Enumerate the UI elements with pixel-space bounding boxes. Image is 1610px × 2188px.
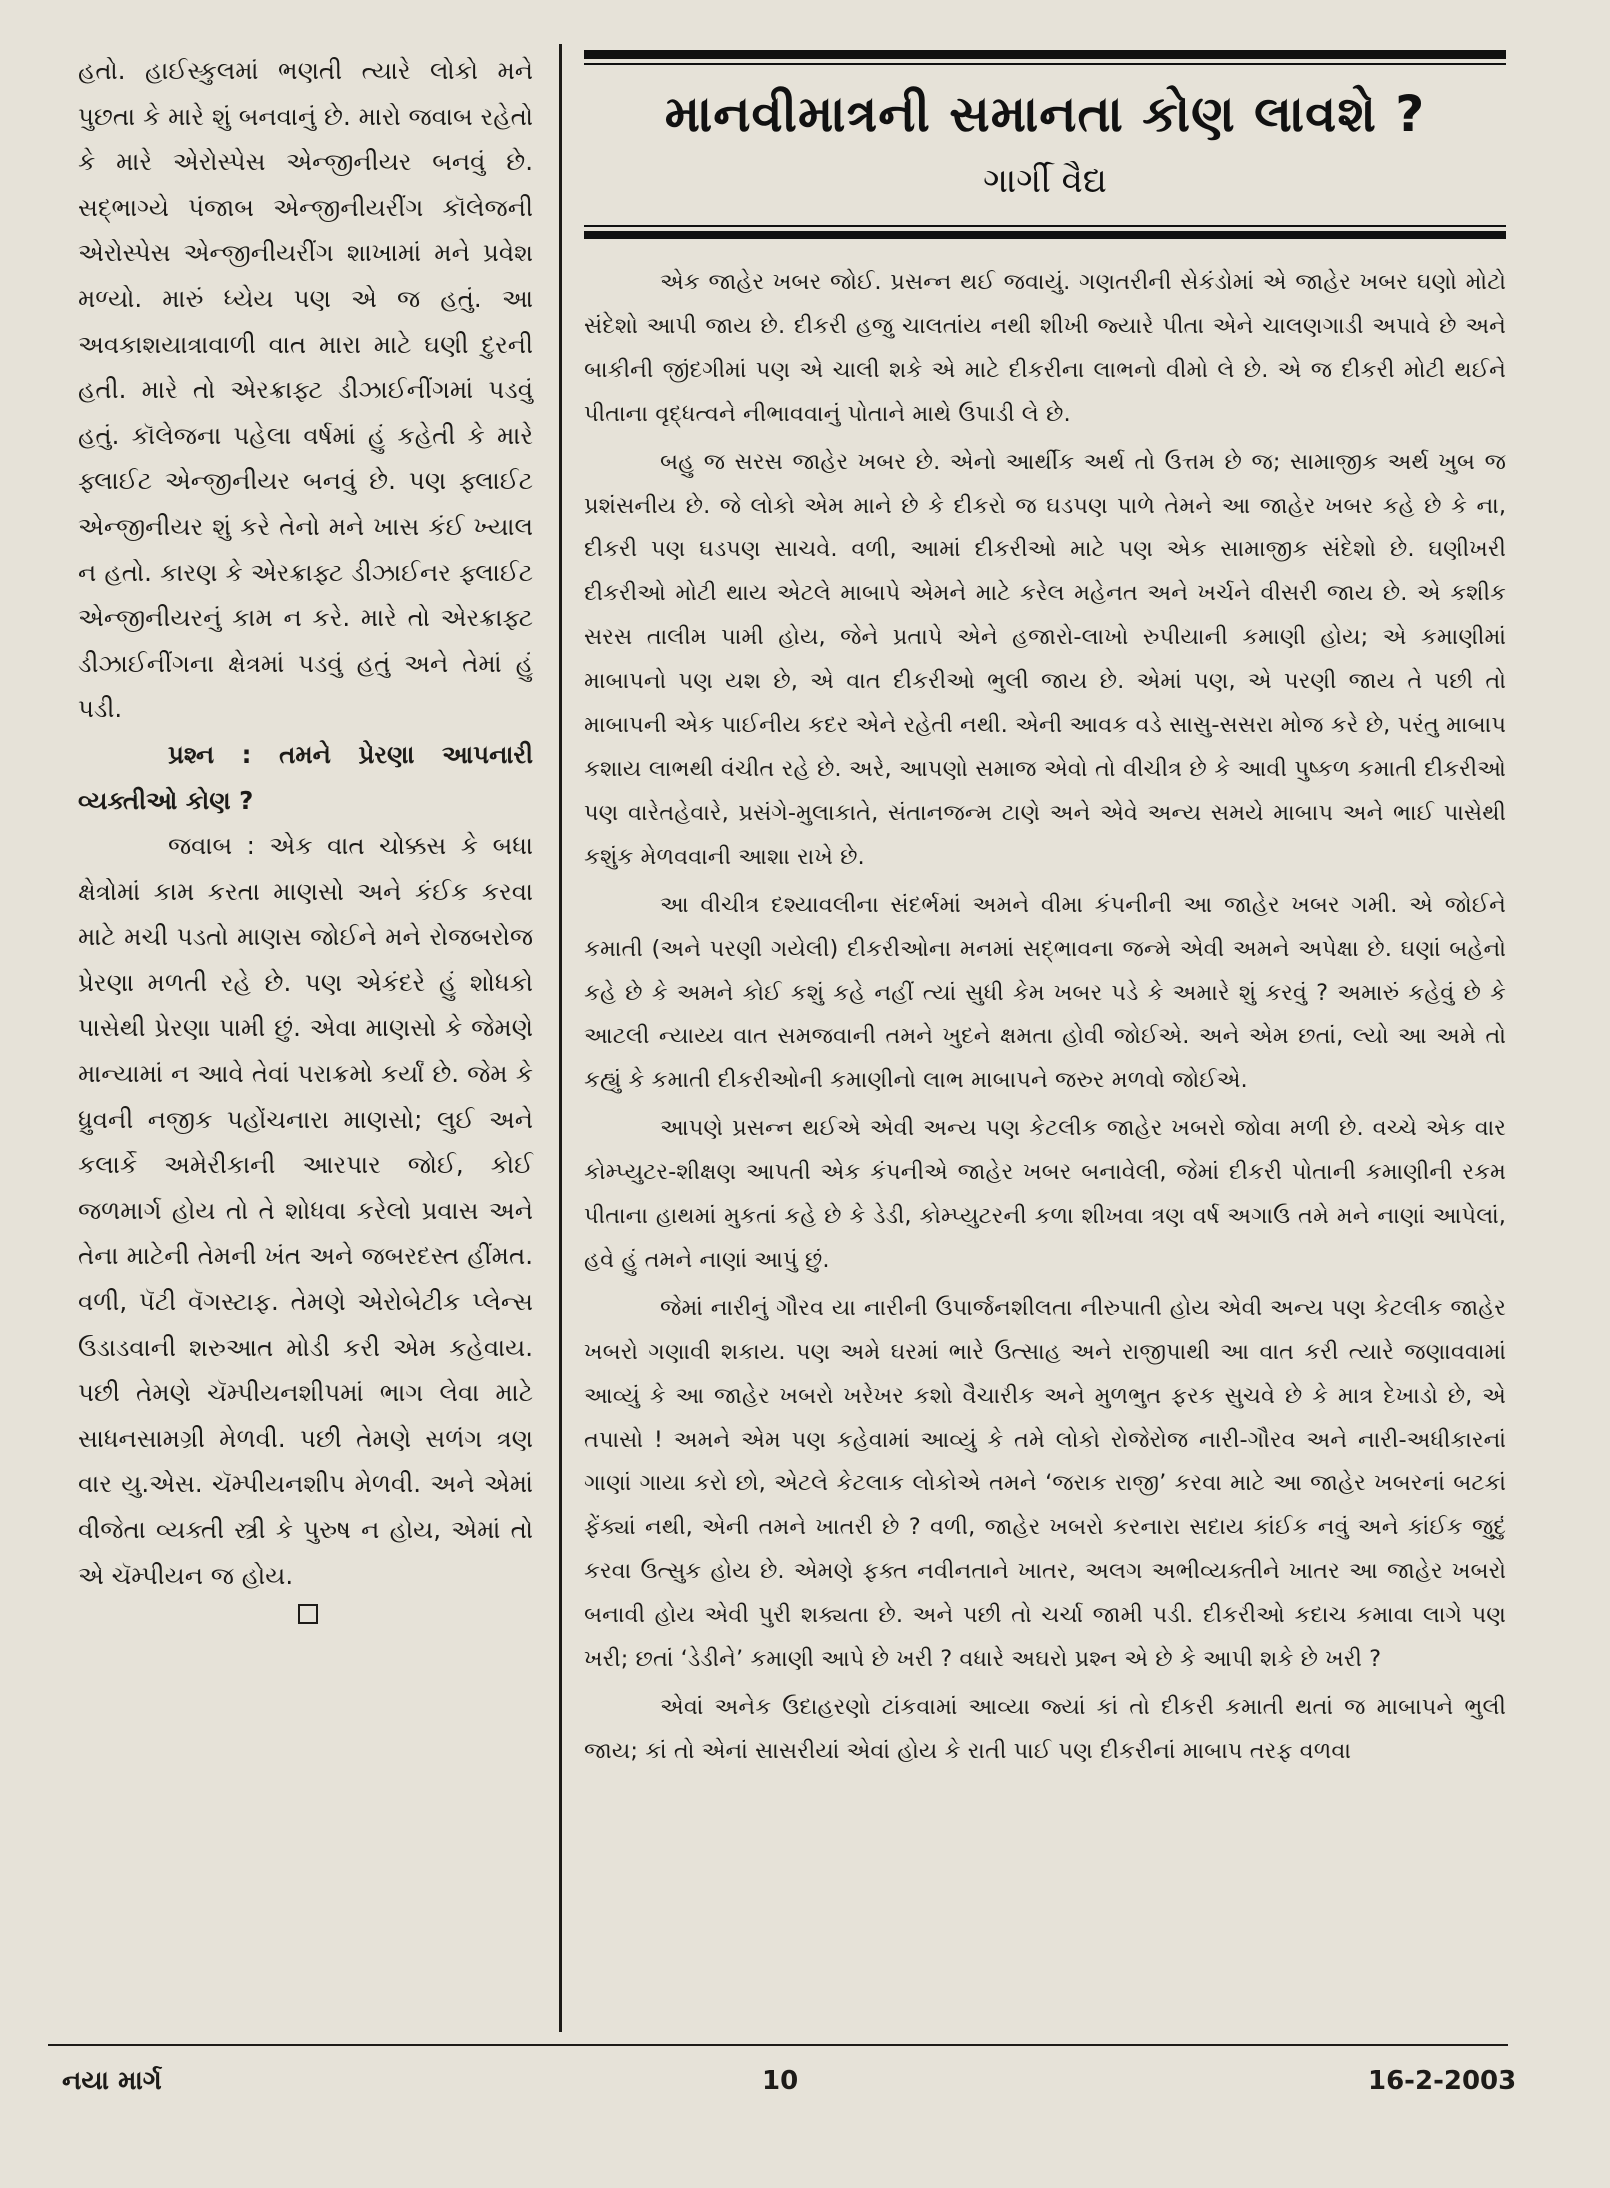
left-column xyxy=(78,48,533,1988)
article-paragraph: એક જાહેર ખબર જોઈ. પ્રસન્ન થઈ જવાયું. ગણતરીની સેકંડોમાં એ જાહેર ખબર ઘણો મોટો સંદેશો આપી જાય છે. દીકરી હજુ ચાલતાંય નથી શીખી જ્યારે પીતા એને ચાલણગાડી અપાવે છે અને બાકીની જીંદગીમાં પણ એ ચાલી શકે એ માટે દીકરીના લાભનો વીમો લે છે. એ જ દીકરી મોટી થઈને પીતાના વૃદ્ધત્વને નીભાવવાનું પોતાને માથે ઉપાડી લે છે. xyxy=(584,269,1506,427)
end-square-icon xyxy=(298,1604,318,1624)
article-title: માનવીમાત્રની સમાનતા કોણ લાવશે ? xyxy=(664,85,1426,143)
footer-rule xyxy=(48,2044,1508,2046)
article-paragraph: આ વીચીત્ર દશ્યાવલીના સંદર્ભમાં અમને વીમા કંપનીની આ જાહેર ખબર ગમી. એ જોઈને કમાતી (અને પરણી ગયેલી) દીકરીઓના મનમાં સદ્‌ભાવના જન્મે એવી અમને અપેક્ષા છે. ઘણાં બહેનો કહે છે કે અમને કોઈ કશું કહે નહીં ત્યાં સુધી કેમ ખબર પડે કે અમારે શું કરવું ? અમારું કહેવું છે કે આટલી ન્યાય્ય વાત સમજવાની તમને ખુદને ક્ષમતા હોવી જોઈએ. અને એમ છતાં, લ્યો આ અમે તો કહ્યું કે કમાતી દીકરીઓની કમાણીનો લાભ માબાપને જરુર મળવો જોઈએ. xyxy=(584,891,1506,1094)
page-number: 10 xyxy=(762,2066,799,2096)
article-paragraph: બહુ જ સરસ જાહેર ખબર છે. એનો આર્થીક અર્થ તો ઉત્તમ છે જ; સામાજીક અર્થ ખુબ જ પ્રશંસનીય છે. જે લોકો એમ માને છે કે દીકરો જ ઘડપણ પાળે તેમને આ જાહેર ખબર કહે છે કે ના, દીકરી પણ ઘડપણ સાચવે. વળી, આમાં દીકરીઓ માટે પણ એક સામાજીક સંદેશો છે. ઘણીખરી દીકરીઓ મોટી થાય એટલે માબાપે એમને માટે કરેલ મહેનત અને ખર્ચને વીસરી જાય છે. એ કશીક સરસ તાલીમ પામી હોય, જેને પ્રતાપે એને હજારો-લાખો રુપીયાની કમાણી હોય; એ કમાણીમાં માબાપનો પણ યશ છે, એ વાત દીકરીઓ ભુલી જાય છે. એમાં પણ, એ પરણી જાય તે પછી તો માબાપની એક પાઈનીય કદર એને રહેતી નથી. એની આવક વડે સાસુ-સસરા મોજ કરે છે, પરંતુ માબાપ કશાય લાભથી વંચીત રહે છે. અરે, આપણો સમાજ એવો તો વીચીત્ર છે કે આવી પુષ્કળ કમાતી દીકરીઓ પણ વારેતહેવારે, પ્રસંગે-મુલાકાતે, સંતાનજન્મ ટાણે અને એવે અન્ય સમયે માબાપ અને ભાઈ પાસેથી કશુંક મેળવવાની આશા રાખે છે. xyxy=(584,448,1506,870)
interview-question: પ્રશ્ન : તમને પ્રેરણા આપનારી વ્યક્તીઓ કોણ ? xyxy=(78,739,533,815)
issue-date: 16-2-2003 xyxy=(1368,2066,1517,2096)
interview-answer: જવાબ : એક વાત ચોક્કસ કે બધા ક્ષેત્રોમાં કામ કરતા માણસો અને કંઈક કરવા માટે મચી પડતો માણસ જોઈને મને રોજબરોજ પ્રેરણા મળતી રહે છે. પણ એકંદરે હું શોધકો પાસેથી પ્રેરણા પામી છું. એવા માણસો કે જેમણે માન્યામાં ન આવે તેવાં પરાક્રમો કર્યાં છે. જેમ કે ધ્રુવની નજીક પહોંચનારા માણસો; લુઈ અને કલાર્કે અમેરીકાની આરપાર જોઈ, કોઈ જળમાર્ગ હોય તો તે શોધવા કરેલો પ્રવાસ અને તેના માટેની તેમની ખંત અને જબરદસ્ત હીંમત. વળી, પૅટી વૅગસ્ટાફ. તેમણે એરોબેટીક પ્લેન્સ ઉડાડવાની શરુઆત મોડી કરી એમ કહેવાય. પછી તેમણે ચૅમ્પીયનશીપમાં ભાગ લેવા માટે સાધનસામગ્રી મેળવી. પછી તેમણે સળંગ ત્રણ વાર યુ.એસ. ચૅમ્પીયનશીપ મેળવી. અને એમાં વીજેતા વ્યક્તી સ્ત્રી કે પુરુષ ન હોય, એમાં તો એ ચૅમ્પીયન જ હોય. xyxy=(78,831,533,1590)
column-divider xyxy=(559,44,562,2032)
title-rule-top-thin xyxy=(584,63,1506,65)
article-author: ગાર્ગી વૈદ્ય xyxy=(983,161,1107,201)
article-body xyxy=(584,261,1506,1774)
article xyxy=(584,50,1506,2030)
article-paragraph: એવાં અનેક ઉદાહરણો ટાંકવામાં આવ્યા જ્યાં કાં તો દીકરી કમાતી થતાં જ માબાપને ભુલી જાય; કાં તો એનાં સાસરીયાં એવાં હોય કે રાતી પાઈ પણ દીકરીનાં માબાપ તરફ વળવા xyxy=(584,1694,1506,1764)
title-rule-bottom-thin xyxy=(584,225,1506,227)
publication-name: નયા માર્ગ xyxy=(62,2066,162,2096)
article-paragraph: જેમાં નારીનું ગૌરવ યા નારીની ઉપાર્જનશીલતા નીરુપાતી હોય એવી અન્ય પણ કેટલીક જાહેર ખબરો ગણાવી શકાય. પણ અમે ઘરમાં ભારે ઉત્સાહ અને રાજીપાથી આ વાત કરી ત્યારે જણાવવામાં આવ્યું કે આ જાહેર ખબરો ખરેખર કશો વૈચારીક અને મુળભુત ફરક સુચવે છે કે માત્ર દેખાડો છે, એ તપાસો ! અમને એમ પણ કહેવામાં આવ્યું કે તમે લોકો રોજેરોજ નારી-ગૌરવ અને નારી-અધીકારનાં ગાણાં ગાયા કરો છો, એટલે કેટલાક લોકોએ તમને ‘જરાક રાજી’ કરવા માટે આ જાહેર ખબરનાં બટકાં ફેંક્યાં નથી, એની તમને ખાતરી છે ? વળી, જાહેર ખબરો કરનારા સદાય કાંઈક નવું અને કાંઈક જુદું કરવા ઉત્સુક હોય છે. એમણે ફક્ત નવીનતાને ખાતર, અલગ અભીવ્યક્તીને ખાતર આ જાહેર ખબરો બનાવી હોય એવી પુરી શક્યતા છે. અને પછી તો ચર્ચા જામી પડી. દીકરીઓ કદાચ કમાવા લાગે પણ ખરી; છતાં ‘ડેડીને’ કમાણી આપે છે ખરી ? વધારે અઘરો પ્રશ્ન એ છે કે આપી શકે છે ખરી ? xyxy=(584,1294,1506,1673)
article-paragraph: આપણે પ્રસન્ન થઈએ એવી અન્ય પણ કેટલીક જાહેર ખબરો જોવા મળી છે. વચ્ચે એક વાર કોમ્પ્યુટર-શીક્ષણ આપતી એક કંપનીએ જાહેર ખબર બનાવેલી, જેમાં દીકરી પોતાની કમાણીની રકમ પીતાના હાથમાં મુકતાં કહે છે કે ડેડી, કોમ્પ્યુટરની કળા શીખવા ત્રણ વર્ષ અગાઉ તમે મને નાણાં આપેલાં, હવે હું તમને નાણાં આપું છું. xyxy=(584,1115,1506,1273)
left-paragraph: હતો. હાઈસ્કુલમાં ભણતી ત્યારે લોકો મને પુછતા કે મારે શું બનવાનું છે. મારો જવાબ રહેતો કે મારે એરોસ્પેસ એન્જીનીયર બનવું છે. સદ્‌ભાગ્યે પંજાબ એન્જીનીયરીંગ કૉલેજની એરોસ્પેસ એન્જીનીયરીંગ શાખામાં મને પ્રવેશ મળ્યો. મારું ધ્યેય પણ એ જ હતું. આ અવકાશયાત્રાવાળી વાત મારા માટે ઘણી દુરની હતી. મારે તો એરક્રાફ્ટ ડીઝાઈનીંગમાં પડવું હતું. કૉલેજના પહેલા વર્ષમાં હું કહેતી કે મારે ફ્લાઈટ એન્જીનીયર બનવું છે. પણ ફ્લાઈટ એન્જીનીયર શું કરે તેનો મને ખાસ કંઈ ખ્યાલ ન હતો. કારણ કે એરક્રાફ્ટ ડીઝાઈનર ફ્લાઈટ એન્જીનીયરનું કામ ન કરે. મારે તો એરક્રાફ્ટ ડીઝાઈનીંગના ક્ષેત્રમાં પડવું હતું અને તેમાં હું પડી. xyxy=(78,56,533,724)
title-rule-bottom xyxy=(584,231,1506,239)
title-rule-top xyxy=(584,50,1506,59)
